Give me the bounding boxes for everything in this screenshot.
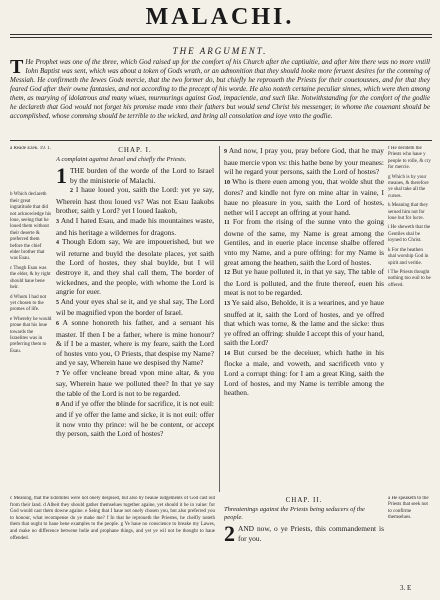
text-column-right (224, 146, 384, 492)
margin-note: e Whereby he would proue that his loue towards the Israelites was in preferring them to Esau. (10, 316, 52, 354)
title-rule-double (10, 37, 432, 38)
margin-note: d Whom I had not yet chosen to the promes of life. (10, 294, 47, 313)
argument-paragraph (10, 58, 430, 121)
chapter-number: 2 (224, 521, 235, 546)
chapter-label: CHAP. II. (285, 496, 323, 504)
chapter-summary: A complaint against Israel and chiefly the Priests. (56, 156, 187, 163)
margin-note: a Reade Ezek. 19. 1. (10, 146, 51, 151)
margin-note: b Which declareth their great ingratitude that did not acknowledge his loue, seeing that he loued them without their deserte & preferred them before the chief elder brother that was Esau. (10, 192, 52, 262)
page-title: MALACHI. (145, 4, 295, 30)
column-divider (219, 146, 220, 492)
verse: 7 Ye offer vncleane bread vpon mine altar, & you say, Wherein haue we polluted thee? In that ye say the table of the Lord is not to be regarded. (56, 367, 214, 399)
margin-note: h Meaning that they serued him not for loue but for lucre. (388, 203, 429, 222)
argument-text: He Prophet was one of the three, which God raised up for the comfort of his Church after the captiuitie, and after him there was no more vntill Iohn Baptist was sent, which was about a token of Gods wrath, or an admonition that they should looke more feruent desires for the comming of Messiah. He confirmeth the Iewes Gods mercie, that the two former do, but chiefly he reproueth the Priests for their couetousnes, and for that they feared God after their owne fantasies, and not according to the precept of his worde. He also noteth certaine peculiar sinnes, which were then among them, as marying of idolatrous and many wiues, murmurings against God, impacientie, and such like. Notwithstanding for the comfort of the godlie he declareth that God would not forget his promise made vnto their fathers but would send Christ his messenger, in whome the couenant should be accomplished, whose comming should be terrible to the wicked, and bring all consolation and ioye vnto the godlie. (10, 58, 430, 120)
right-margin-notes (388, 146, 432, 492)
verse: 11 For from the rising of the sunne vnto the going downe of the same, my Name is great among the Gentiles, and in euerie place incense shalbe offered vnto my Name, and a pure offring: for my Name is great among the heathen, saith the Lord of hostes. (224, 217, 384, 267)
margin-note: k For the heathen shal worship God in spirit and veritie. (388, 247, 429, 266)
signature-mark: 3. E (400, 584, 412, 592)
drop-cap: T (10, 56, 24, 78)
verse: 9 And now, I pray you, pray before God, that he may haue mercie vpon vs: this hathe bene by your meanes: wil he regard your persons, saith the Lord of hostes? (224, 146, 384, 177)
argument-rule (10, 140, 432, 141)
margin-note: l The Priests thought nothing too euil to be offered. (388, 269, 431, 288)
verse: 2 AND now, o ye Priests, this commandement is for you. (224, 521, 384, 546)
verse: 13 Ye said also, Beholde, it is a wearines, and ye haue snuffed at it, saith the Lord of hostes, and ye offred that which was torne, & the lame and the sicke: thus ye offred an offring: shulde I accept this of your hand, saith the Lord? (224, 297, 384, 348)
margin-note: g Which is by your meanes, & therefore ye shal take all the curses. (388, 174, 429, 199)
footnote-text: c Meaning, that the Edomites were not onely despised, but also by heauie iudgements of God cast out from their land. d Albeit they should gather themselues together againe, yet should it be in vaine: for God would cast them downe againe. e Seing that I haue not onely chosen you, but also preferred you to honour, what recompense do ye make me? f In that he reproueth the Priestes, he cheifly noteth them that ought to haue bene examples to the people. g Ye haue no conscience to breake my Lawes, and make no difference betwene holie and prophane things, and yet ye wil not be thought to haue offended. (10, 496, 215, 541)
margin-note: i He sheweth that the Gentiles shal be ioyned to Christ. (388, 225, 431, 244)
chapter-label: CHAP. I. (118, 146, 152, 154)
footnotes (10, 496, 215, 590)
verse: 14 But cursed be the deceiuer, which hathe in his flocke a male, and voweth, and sacrificeth vnto y Lord a corrupt thing: for I am a great King, saith the Lord of hostes, and my Name is terrible among the heathen. (224, 347, 384, 398)
verse: 5 And your eyes shal se it, and ye shal say, The Lord wil be magnified vpon the border of Israel. (56, 296, 214, 318)
verse: 12 But ye haue polluted it, in that ye say, The table of the Lord is polluted, and the frute thereof, euen his meat is not to be regarded. (224, 267, 384, 298)
verse: 6 A sonne honoreth his father, and a seruant his master. If then I be a father, where is mine honour? & if I be a master, where is my feare, saith the Lord of hostes vnto you, O Priests, that despise my Name? and ye say, Wherein haue we despised thy Name? (56, 317, 214, 368)
chapter-number: 1 (56, 163, 67, 188)
verse: 8 And if ye offer the blinde for sacrifice, it is not euil: and if ye offer the lame and sicke, it is not euil: offer it now vnto thy prince: wil he be content, or accept thy person, saith the Lord of hostes? (56, 398, 214, 439)
left-margin-notes (10, 146, 52, 486)
text-column-left (56, 146, 214, 492)
verse: 4 Though Edom say, We are impouerished, but we wil returne and buyld the desolate places, yet saith the Lord of hostes, they shal buylde, but I wil destroye it, and they shal call them, The border of wickednes, and the people, with whome the Lord is angrie for euer. (56, 237, 214, 297)
argument-heading: THE ARGUMENT. (172, 46, 268, 56)
chapter-two (224, 496, 384, 590)
verse: 3 And I hated Esau, and made his mountaines waste, and his heritage a wildernes for dragons. (56, 215, 214, 237)
verse: 2 I haue loued you, saith the Lord: yet ye say, Wherein hast thou loued vs? Was not Esau Iaakobs brother, saith y Lord? yet I loued Iaakob, (56, 185, 214, 216)
chapter-summary: Threatenings against the Priests being seducers of the people. (224, 506, 365, 521)
margin-note: f He derideth the Priests who haue y people to rolle, & cry for mercie. (388, 146, 431, 171)
title-rule (10, 34, 432, 35)
verse: 10 Who is there euen among you, that wolde shut the dores? and kindle not fyre on mine altar in vaine, I haue no pleasure in you, saith the Lord of hostes, nether wil I accept an offring at your hand. (224, 176, 384, 217)
verse: 1 THE burden of the worde of the Lord to Israel by the ministerie of Malachi. (56, 163, 214, 188)
right-margin-note-bottom (388, 496, 432, 576)
margin-note: c Thogh Esau was the elder, & by right should haue bene heir. (10, 265, 51, 291)
margin-note: a He speaketh to the Priests that seek not to confirme themselues. (388, 496, 429, 521)
